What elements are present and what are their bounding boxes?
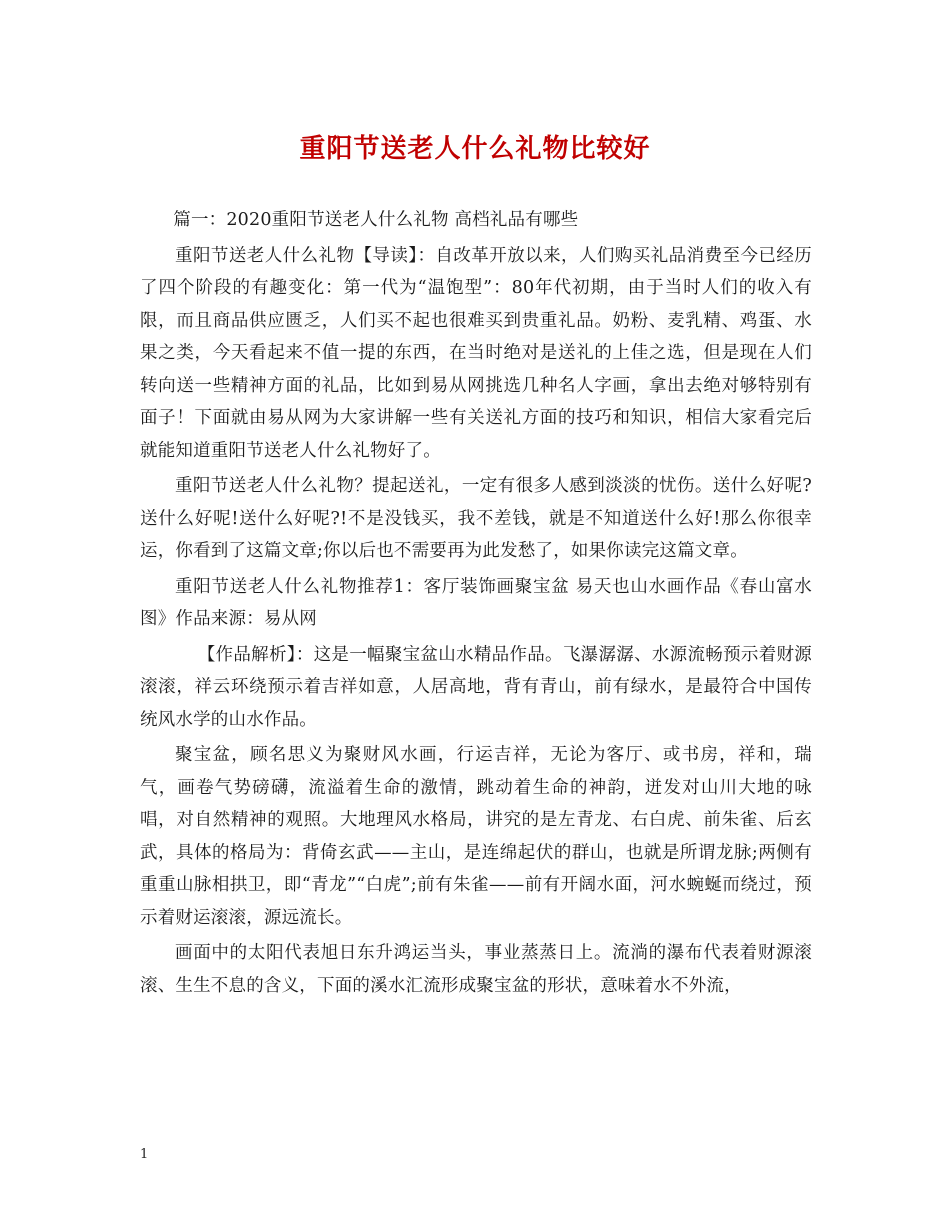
document-body	[140, 204, 812, 1005]
page-number: 1	[140, 1147, 149, 1162]
paragraph-intro: 重阳节送老人什么礼物【导读】：自改革开放以来，人们购买礼品消费至今已经历了四个阶段的有趣变化：第一代为“温饱型”：80年代初期，由于当时人们的收入有限，而且商品供应匮乏，人们买不起也很难买到贵重礼品。奶粉、麦乳精、鸡蛋、水果之类，今天看起来不值一提的东西，在当时绝对是送礼的上佳之选，但是现在人们转向送一些精神方面的礼品，比如到易从网挑选几种名人字画，拿出去绝对够特别有面子！下面就由易从网为大家讲解一些有关送礼方面的技巧和知识，相信大家看完后就能知道重阳节送老人什么礼物好了。	[140, 245, 812, 461]
paragraph-question: 重阳节送老人什么礼物？提起送礼，一定有很多人感到淡淡的忧伤。送什么好呢?送什么好呢!送什么好呢?!不是没钱买，我不差钱，就是不知道送什么好!那么你很幸运，你看到了这篇文章;你以后也不需要再为此发愁了，如果你读完这篇文章。	[140, 476, 812, 561]
paragraph-meaning: 画面中的太阳代表旭日东升鸿运当头，事业蒸蒸日上。流淌的瀑布代表着财源滚滚、生生不息的含义，下面的溪水汇流形成聚宝盆的形状，意味着水不外流，	[140, 943, 812, 996]
document-title: 重阳节送老人什么礼物比较好	[299, 134, 651, 164]
paragraph-fengshui: 聚宝盆，顾名思义为聚财风水画，行运吉祥，无论为客厅、或书房，祥和，瑞气，画卷气势磅礴，流溢着生命的激情，跳动着生命的神韵，迸发对山川大地的咏唱，对自然精神的观照。大地理风水格局，讲究的是左青龙、右白虎、前朱雀、后玄武，具体的格局为：背倚玄武——主山，是连绵起伏的群山，也就是所谓龙脉;两侧有重重山脉相拱卫，即“青龙”“白虎”;前有朱雀——前有开阔水面，河水蜿蜒而绕过，预示着财运滚滚，源远流长。	[140, 745, 812, 928]
section-heading: 篇一：2020重阳节送老人什么礼物 高档礼品有哪些	[173, 210, 579, 230]
paragraph-analysis: 【作品解析】：这是一幅聚宝盆山水精品作品。飞瀑潺潺、水源流畅预示着财源滚滚，祥云环绕预示着吉祥如意，人居高地，背有青山，前有绿水，是最符合中国传统风水学的山水作品。	[140, 644, 812, 730]
paragraph-recommendation: 重阳节送老人什么礼物推荐1：客厅装饰画聚宝盆 易天也山水画作品《春山富水图》作品来源：易从网	[140, 576, 812, 629]
